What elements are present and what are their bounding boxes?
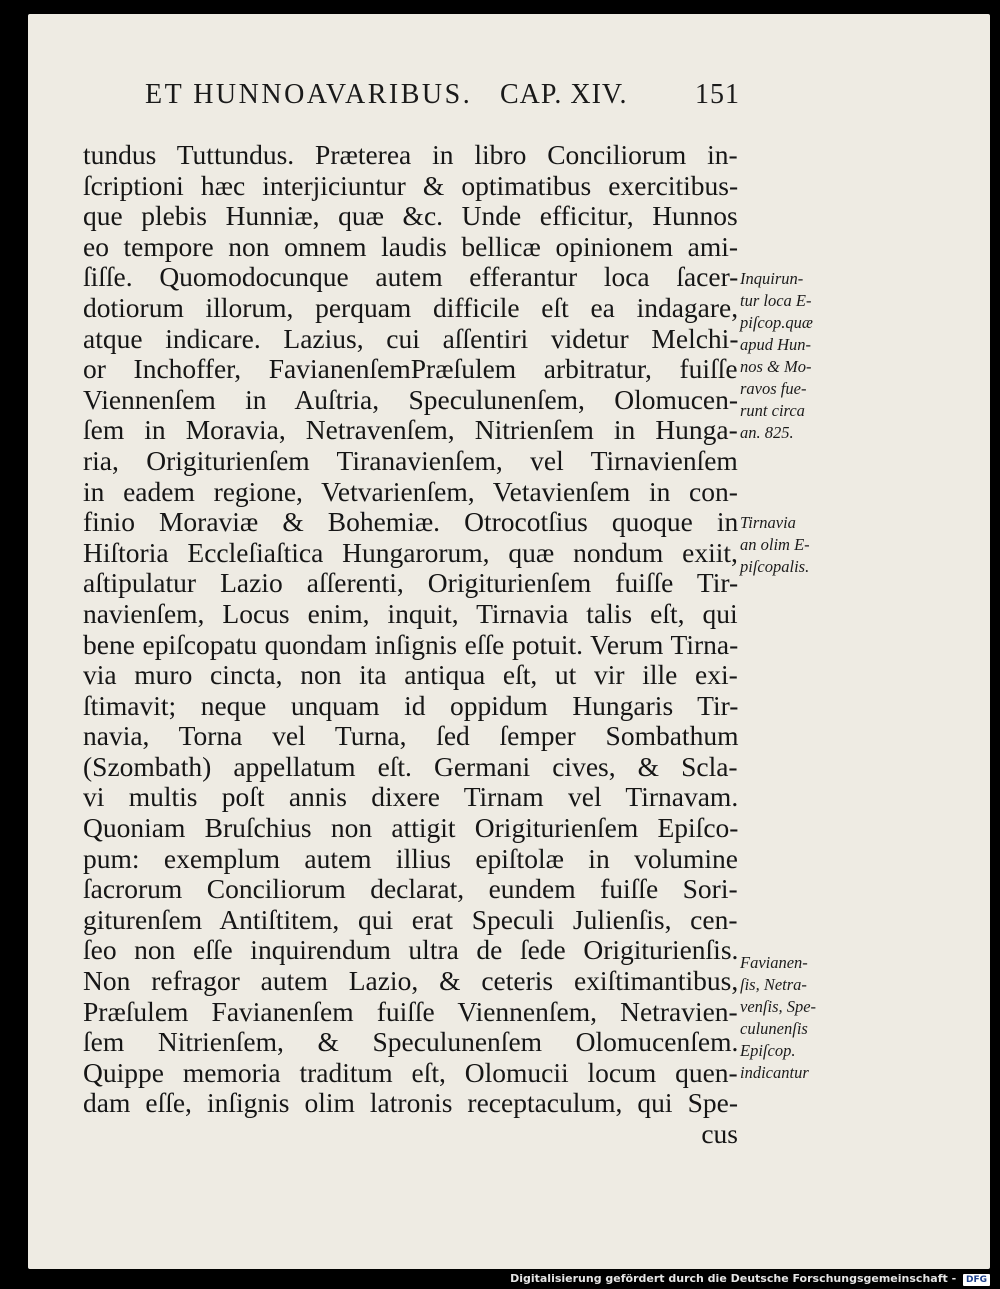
text-line: finio Moraviæ & Bohemiæ. Otrocotſius quoque in [83,506,739,538]
margin-note-line: an. 825. [740,423,794,442]
text-line: giturenſem Antiſtitem, qui erat Speculi Julienſis, cen- [83,903,738,935]
margin-note-line: apud Hun- [740,335,812,354]
margin-note-line: nos & Mo- [740,357,812,376]
text-line: vi multis poſt annis dixere Tirnam vel Tirnavam. [83,781,739,813]
text-line: in eadem regione, Vetvarienſem, Vetavienſem in con- [83,475,738,507]
text-line: aſtipulatur Lazio aſſerenti, Origiturienſem fuiſſe Tir- [83,567,739,599]
digitization-footer [510,1272,990,1286]
margin-note-line: indicantur [740,1063,809,1082]
text-line: ria, Origiturienſem Tiranavienſem, vel Tirnavienſem [83,444,738,476]
text-line: cus [701,1118,738,1149]
margin-note-1 [740,268,850,444]
text-line: Quoniam Bruſchius non attigit Origiturienſem Epiſco- [83,812,739,844]
text-line: via muro cincta, non ita antiqua eſt, ut vir ille exi- [83,659,738,691]
dfg-logo: DFG [963,1274,990,1286]
text-line: ſcriptioni hæc interjiciuntur & optimatibus exercitibus- [83,169,739,201]
text-line: dotiorum illorum, perquam difficile eſt ea indagare, [83,291,739,323]
text-line: navia, Torna vel Turna, ſed ſemper Sombathum [83,720,739,752]
margin-note-line: venſis, Spe- [740,997,817,1016]
text-line: or Inchoffer, FavianenſemPræſulem arbitratur, fuiſſe [83,353,738,385]
text-line: tundus Tuttundus. Præterea in libro Conciliorum in- [83,139,738,170]
chapter-label: CAP. XIV. [500,79,628,110]
text-line: Hiſtoria Eccleſiaſtica Hungarorum, quæ nondum exiit, [83,536,738,568]
text-line: Viennenſem in Auſtria, Speculunenſem, Olomucen- [83,383,739,415]
margin-note-line: an olim E- [740,535,810,554]
text-line: Præſulem Favianenſem fuiſſe Viennenſem, Netravien- [83,995,738,1027]
text-line: ſeo non eſſe inquirendum ultra de ſede Origiturienſis. [83,934,739,966]
text-line: navienſem, Locus enim, inquit, Tirnavia talis eſt, qui [83,597,738,629]
margin-note-line: ſis, Netra- [740,975,807,994]
margin-note-2 [740,512,850,578]
text-line: ſem in Moravia, Netravenſem, Nitrienſem in Hunga- [83,414,738,446]
text-line: ſtimavit; neque unquam id oppidum Hungaris Tir- [83,689,739,721]
running-title: ET HUNNOAVARIBUS. [145,79,473,110]
margin-note-line: Inquirun- [740,269,804,288]
margin-note-3 [740,952,850,1084]
margin-note-line: ravos fue- [740,379,807,398]
page-number: 151 [695,79,740,110]
margin-note-line: culunenſis [740,1019,808,1038]
margin-note-line: Tirnavia [740,513,796,532]
text-line: pum: exemplum autem illius epiſtolæ in volumine [83,842,738,874]
margin-note-line: piſcop.quæ [740,313,813,332]
text-line: que plebis Hunniæ, quæ &c. Unde efficitur, Hunnos [83,200,738,232]
text-line: (Szombath) appellatum eſt. Germani cives, & Scla- [83,750,738,782]
text-line: Quippe memoria traditum eſt, Olomucii locum quen- [83,1056,738,1088]
text-line: dam eſſe, inſignis olim latronis receptaculum, qui Spe- [83,1087,738,1119]
text-line: ſem Nitrienſem, & Speculunenſem Olomucenſem. [83,1026,739,1058]
text-line: ſiſſe. Quomodocunque autem efferantur loca ſacer- [83,261,739,293]
main-text-block [83,140,738,1150]
text-line: Non refragor autem Lazio, & ceteris exiſtimantibus, [83,965,739,997]
margin-note-line: runt circa [740,401,805,420]
text-line: ſacrorum Conciliorum declarat, eundem fuiſſe Sori- [83,873,738,905]
text-line: eo tempore non omnem laudis bellicæ opinionem ami- [83,230,739,262]
margin-note-line: Favianen- [740,953,808,972]
running-header [145,79,740,119]
margin-note-line: piſcopalis. [740,557,810,576]
text-line: atque indicare. Lazius, cui aſſentiri videtur Melchi- [83,322,739,354]
text-line: bene epiſcopatu quondam inſignis eſſe potuit. Verum Tirna- [83,628,739,660]
margin-note-line: tur loca E- [740,291,812,310]
margin-note-line: Epiſcop. [740,1041,796,1060]
footer-credit: Digitalisierung gefördert durch die Deutsche Forschungsgemeinschaft - [510,1272,957,1285]
